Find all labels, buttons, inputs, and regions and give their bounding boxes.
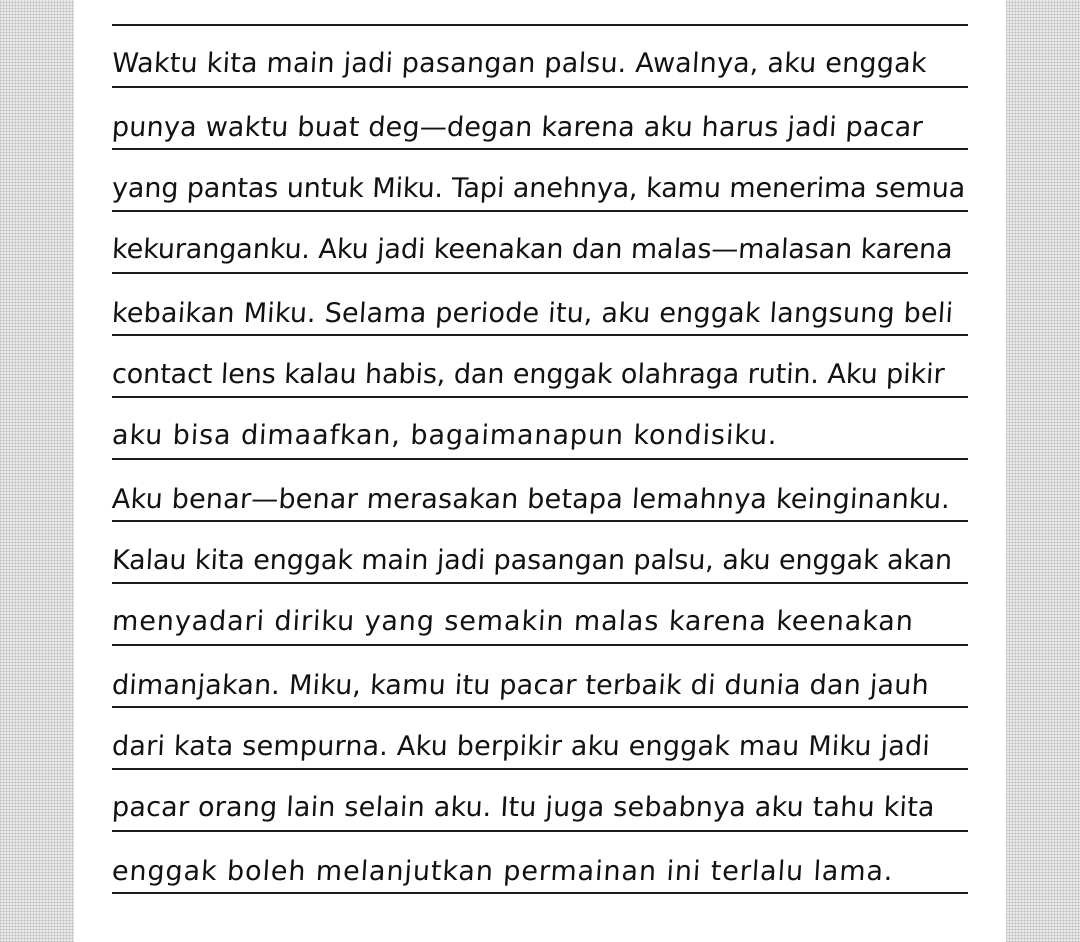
- text-line: [112, 274, 968, 336]
- line-text: aku bisa dimaafkan, bagaimanapun kondisiku.: [111, 420, 779, 451]
- line-text: pacar orang lain selain aku. Itu juga sebabnya aku tahu kita: [111, 792, 936, 823]
- line-text: menyadari diriku yang semakin malas karena keenakan: [111, 606, 915, 637]
- text-line: [112, 150, 968, 212]
- line-text: kekuranganku. Aku jadi keenakan dan malas—malasan karena: [111, 234, 954, 265]
- line-text: kebaikan Miku. Selama periode itu, aku enggak langsung beli: [111, 298, 955, 329]
- handwritten-text-block: [112, 0, 968, 894]
- line-text: Aku benar—benar merasakan betapa lemahnya keinginanku.: [111, 484, 952, 515]
- text-line: [112, 708, 968, 770]
- text-line: [112, 398, 968, 460]
- line-text: yang pantas untuk Miku. Tapi anehnya, kamu menerima semua: [111, 173, 966, 204]
- text-line: [112, 460, 968, 522]
- text-line: [112, 584, 968, 646]
- text-line: [112, 336, 968, 398]
- scan-margin-right: [1006, 0, 1080, 942]
- line-text: dari kata sempurna. Aku berpikir aku enggak mau Miku jadi: [111, 731, 931, 762]
- line-text: contact lens kalau habis, dan enggak olahraga rutin. Aku pikir: [111, 359, 946, 390]
- line-text: dimanjakan. Miku, kamu itu pacar terbaik di dunia dan jauh: [111, 670, 930, 701]
- line-text: punya waktu buat deg—degan karena aku harus jadi pacar: [111, 112, 924, 143]
- text-line: [112, 770, 968, 832]
- text-line: [112, 646, 968, 708]
- rule-line-top: [112, 0, 968, 26]
- text-line: [112, 212, 968, 274]
- paper-sheet: [74, 0, 1006, 942]
- line-text: Kalau kita enggak main jadi pasangan palsu, aku enggak akan: [111, 545, 953, 576]
- line-text: enggak boleh melanjutkan permainan ini terlalu lama.: [111, 856, 895, 887]
- text-line: [112, 832, 968, 894]
- text-line: [112, 88, 968, 150]
- text-line: [112, 26, 968, 88]
- scan-margin-left: [0, 0, 74, 942]
- line-text: Waktu kita main jadi pasangan palsu. Awalnya, aku enggak: [111, 48, 928, 79]
- text-line: [112, 522, 968, 584]
